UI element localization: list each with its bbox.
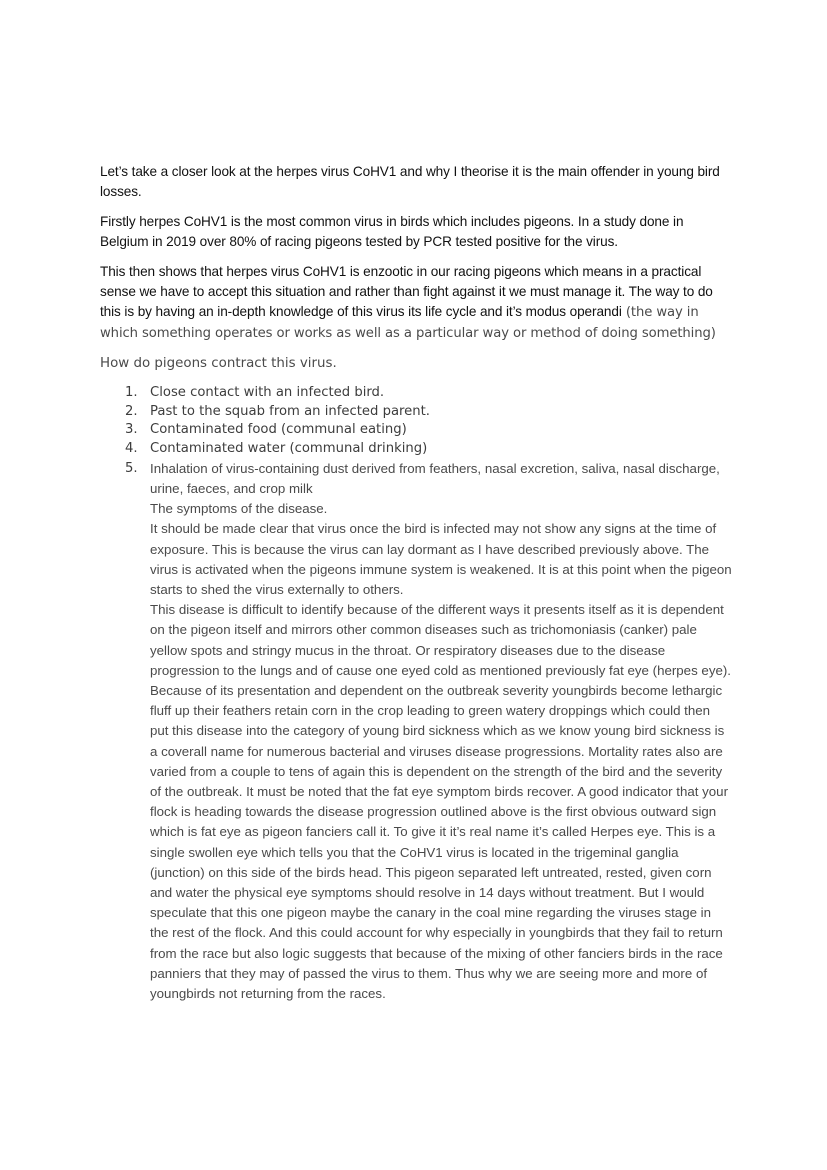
list-item — [100, 421, 732, 440]
list-item-text: Contaminated food (communal eating) — [150, 422, 407, 438]
list-item-text: Inhalation of virus-containing dust derived from feathers, nasal excretion, saliva, nasal discharge, urine, faeces, and crop milk — [150, 460, 720, 497]
prevalence-paragraph: Firstly herpes CoHV1 is the most common virus in birds which includes pigeons. In a study done in Belgium in 2019 over 80% of racing pigeons tested by PCR tested positive for the virus. — [100, 214, 684, 249]
modus-operandi-definition: (the way in which something operates or works as well as a particular way or method of doing something) — [100, 305, 716, 341]
symptoms-heading: The symptoms of the disease. — [150, 501, 328, 517]
list-item-number: 4. — [125, 441, 138, 457]
enzootic-paragraph — [100, 262, 732, 344]
identification-paragraph: This disease is difficult to identify because of the different ways it presents itself as it is dependent on the pigeon itself and mirrors other common diseases such as trichomoniasis (canker) pale yellow spots and stringy mucus in the throat. Or respiratory diseases due to the disease progression to the lungs and of cause one eyed cold as mentioned previously fat eye (herpes eye). Because of its presentation and dependent on the outbreak severity youngbirds become lethargic fluff up their feathers retain corn in the crop leading to green watery droppings which could then put this disease into the category of young bird sickness which as we know young bird sickness is a coverall name for numerous bacterial and viruses disease progressions. Mortality rates also are varied from a couple to tens of again this is dependent on the strength of the bird and the severity of the outbreak. It must be noted that the fat eye symptom birds recover. A good indicator that your flock is heading towards the disease progression outlined above is the first obvious outward sign which is fat eye as pigeon fanciers call it. To give it it’s real name it’s called Herpes eye. This is a single swollen eye which tells you that the CoHV1 virus is located in the trigeminal ganglia (junction) on this side of the birds head. This pigeon separated left untreated, rested, given corn and water the physical eye symptoms should resolve in 14 days without treatment. But I would speculate that this one pigeon maybe the canary in the coal mine regarding the viruses stage in the rest of the flock. And this could account for why especially in youngbirds that they fail to return from the race but also logic suggests that because of the mixing of other fanciers birds in the race panniers that they may of passed the virus to them. Thus why we are seeing more and more of youngbirds not returning from the races. — [150, 602, 731, 1002]
document-body — [100, 162, 732, 1004]
list-item-inhalation — [100, 459, 732, 1004]
list-item-number: 3. — [125, 422, 138, 438]
intro-paragraph: Let’s take a closer look at the herpes virus CoHV1 and why I theorise it is the main offender in young bird losses. — [100, 164, 720, 199]
transmission-list — [100, 384, 732, 1004]
list-item — [100, 440, 732, 459]
list-item-text: Close contact with an infected bird. — [150, 385, 385, 400]
list-item — [100, 403, 732, 422]
list-item-number: 1. — [125, 385, 138, 400]
exposure-paragraph: It should be made clear that virus once the bird is infected may not show any signs at the time of exposure. This is because the virus can lay dormant as I have described previously above. The virus is activated when the pigeons immune system is weakened. It is at this point when the pigeon starts to shed the virus externally to others. — [150, 521, 732, 598]
list-item-text: Past to the squab from an infected parent. — [150, 403, 430, 419]
list-item-number: 2. — [125, 403, 138, 419]
list-item-text: Contaminated water (communal drinking) — [150, 441, 428, 457]
list-item — [100, 384, 732, 403]
enzootic-text: This then shows that herpes virus CoHV1 is enzootic in our racing pigeons which means in a practical sense we have to accept this situation and rather than fight against it we must manage it. The way to do this is by having an in-depth knowledge of this virus its life cycle and it’s modus operandi — [100, 264, 713, 319]
transmission-question: How do pigeons contract this virus. — [100, 356, 337, 371]
list-item-number: 5. — [125, 460, 138, 476]
